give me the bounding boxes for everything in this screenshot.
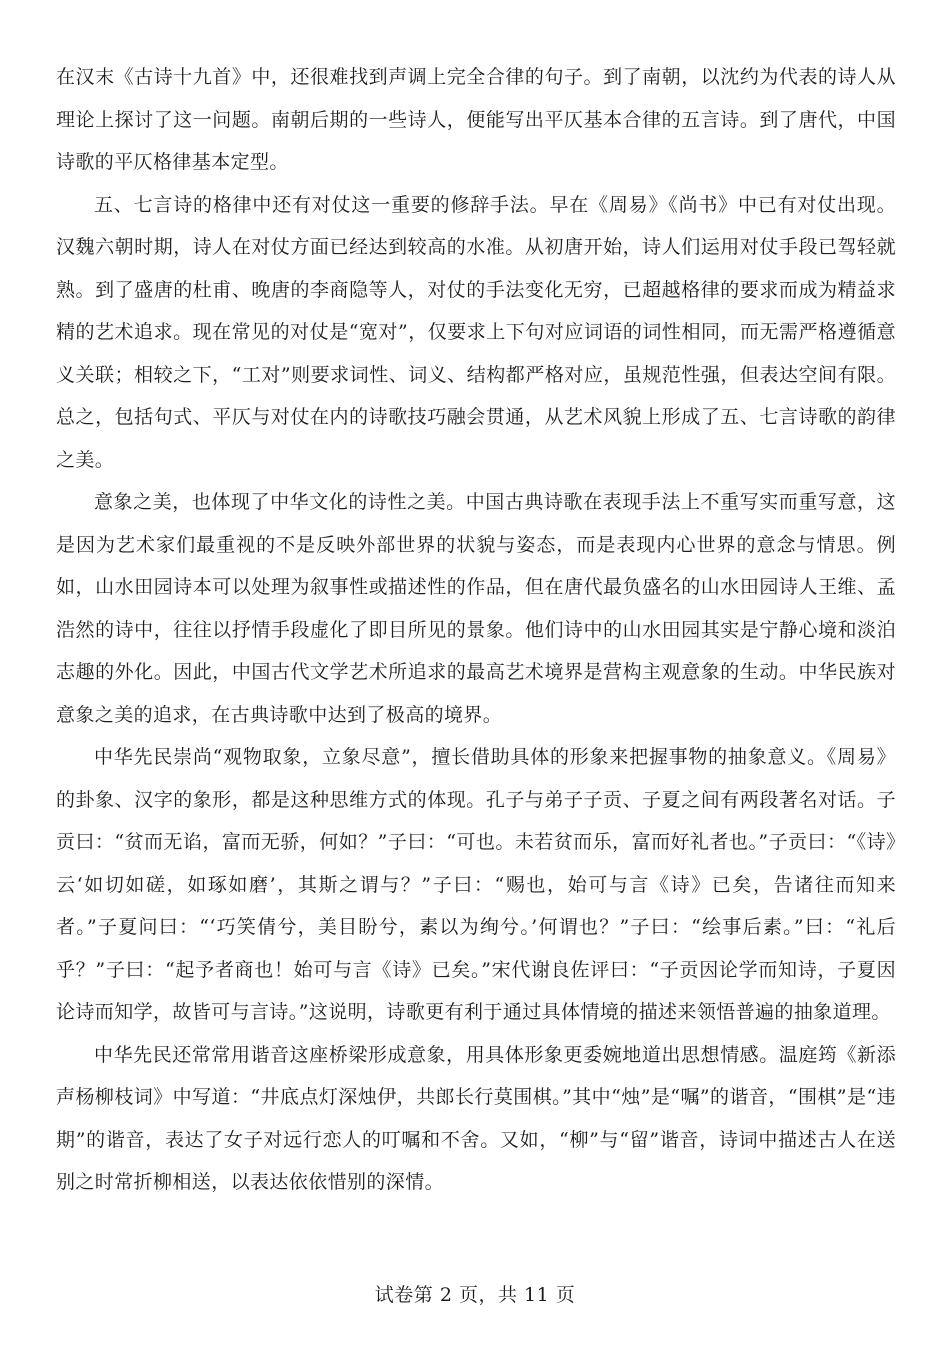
paragraph-continuation: 在汉末《古诗十九首》中，还很难找到声调上完全合律的句子。到了南朝，以沈约为代表的诗人从理论上探讨了这一问题。南朝后期的一些诗人，便能写出平仄基本合律的五言诗。到了唐代，中国诗歌的平仄格律基本定型。	[56, 66, 896, 173]
paragraph-guanwu-quxiang: 中华先民崇尚“观物取象，立象尽意”，擅长借助具体的形象来把握事物的抽象意义。《周易》的卦象、汉字的象形，都是这种思维方式的体现。孔子与弟子子贡、子夏之间有两段著名对话。子贡曰：“贫而无谄，富而无骄，何如？”子曰：“可也。未若贫而乐，富而好礼者也。”子贡曰：“《诗》云‘如切如磋，如琢如磨’，其斯之谓与？”子曰：“赐也，始可与言《诗》已矣，告诸往而知来者。”子夏问曰：“‘巧笑倩兮，美目盼兮，素以为绚兮。’何谓也？”子曰：“绘事后素。”曰：“礼后乎？”子曰：“起予者商也！始可与言《诗》已矣。”宋代谢良佐评曰：“子贡因论学而知诗，子夏因论诗而知学，故皆可与言诗。”这说明，诗歌更有利于通过具体情境的描述来领悟普遍的抽象道理。	[56, 746, 896, 1023]
paragraph-xieyin: 中华先民还常常用谐音这座桥梁形成意象，用具体形象更委婉地道出思想情感。温庭筠《新添声杨柳枝词》中写道：“井底点灯深烛伊，共郎长行莫围棋。”其中“烛”是“嘱”的谐音，“围棋”是“违期”的谐音，表达了女子对远行恋人的叮嘱和不舍。又如，“柳”与“留”谐音，诗词中描述古人在送别之时常折柳相送，以表达依依惜别的深情。	[56, 1043, 896, 1193]
page-number: 试卷第 2 页，共 11 页	[374, 1284, 576, 1306]
paragraph-duizhang: 五、七言诗的格律中还有对仗这一重要的修辞手法。早在《周易》《尚书》中已有对仗出现。汉魏六朝时期，诗人在对仗方面已经达到较高的水准。从初唐开始，诗人们运用对仗手段已驾轻就熟。到了盛唐的杜甫、晚唐的李商隐等人，对仗的手法变化无穷，已超越格律的要求而成为精益求精的艺术追求。现在常见的对仗是“宽对”，仅要求上下句对应词语的词性相同，而无需严格遵循意义关联；相较之下，“工对”则要求词性、词义、结构都严格对应，虽规范性强，但表达空间有限。总之，包括句式、平仄与对仗在内的诗歌技巧融会贯通，从艺术风貌上形成了五、七言诗歌的韵律之美。	[56, 193, 896, 471]
paragraph-yixiang: 意象之美，也体现了中华文化的诗性之美。中国古典诗歌在表现手法上不重写实而重写意，这是因为艺术家们最重视的不是反映外部世界的状貌与姿态，而是表现内心世界的意念与情思。例如，山水田园诗本可以处理为叙事性或描述性的作品，但在唐代最负盛名的山水田园诗人王维、孟浩然的诗中，往往以抒情手段虚化了即目所见的景象。他们诗中的山水田园其实是宁静心境和淡泊志趣的外化。因此，中国古代文学艺术所追求的最高艺术境界是营构主观意象的生动。中华民族对意象之美的追求，在古典诗歌中达到了极高的境界。	[56, 491, 896, 726]
body-text	[56, 56, 896, 1204]
